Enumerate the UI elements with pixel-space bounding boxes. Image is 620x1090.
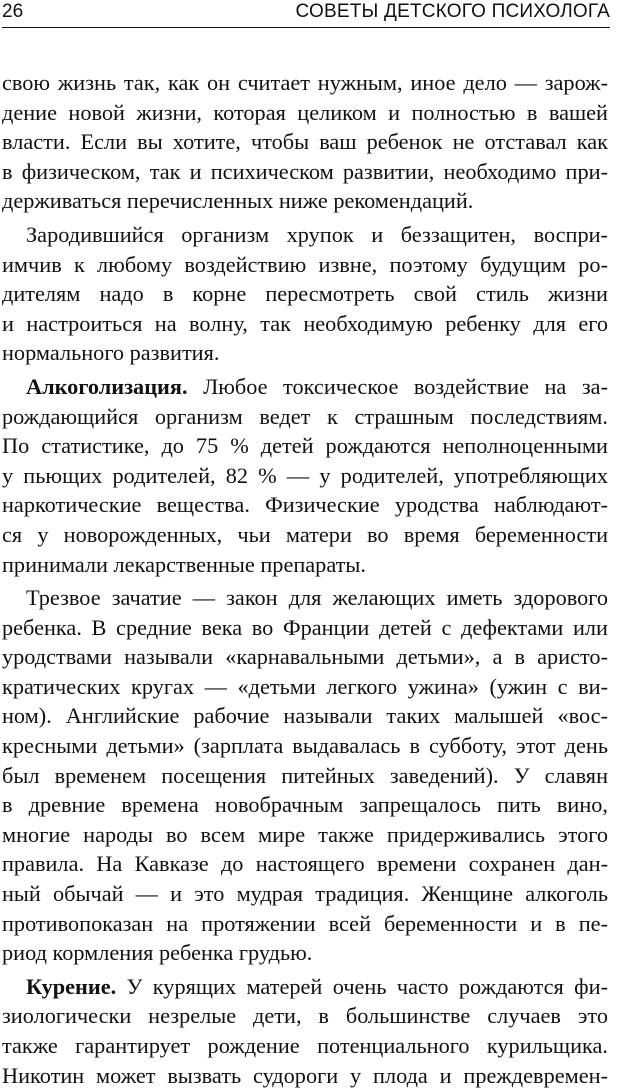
running-title: СОВЕТЫ ДЕТСКОГО ПСИХОЛОГА <box>295 1 610 22</box>
text-line: нормального развития. <box>2 340 220 366</box>
text-line: кресными детьми» (зарплата выдавалась в субботу, этот день <box>2 733 608 759</box>
page-number: 26 <box>2 1 24 22</box>
runin-heading-smoking: Курение. <box>26 973 117 999</box>
text-line: риод кормления ребенка грудью. <box>2 940 313 966</box>
text-line: рождающийся организм ведет к страшным последствиям. <box>2 403 608 429</box>
runin-heading-alcoholization: Алкоголизация. <box>26 373 188 399</box>
text-line <box>2 972 608 1002</box>
line-text: Любое токсическое воздействие на за- <box>187 373 608 399</box>
text-line: кратических кругах — «детьми легкого ужина» (ужин с ви- <box>2 673 608 699</box>
paragraph <box>2 220 608 368</box>
text-line: у пьющих родителей, 82 % — у родителей, употребляющих <box>2 462 608 488</box>
text-line: принимали лекарственные препараты. <box>2 551 366 577</box>
paragraph-smoking <box>2 972 608 1090</box>
text-line: ребенка. В средние века во Франции детей с дефектами или <box>2 614 608 640</box>
text-line: был временем посещения питейных заведений). У славян <box>2 762 608 788</box>
text-line: уродствами называли «карнавальными детьми», а в аристо- <box>2 644 608 670</box>
text-line: Трезвое зачатие — закон для желающих иметь здорового <box>26 585 608 611</box>
text-line <box>2 372 608 402</box>
text-line: зиологически незрелые дети, в большинстве случаев это <box>2 1003 608 1029</box>
text-line: По статистике, до 75 % детей рождаются неполноценными <box>2 433 608 459</box>
text-line: имчив к любому воздействию извне, поэтому будущим ро- <box>2 251 608 277</box>
text-line: ном). Английские рабочие называли таких малышей «вос- <box>2 703 608 729</box>
text-line: Зародившийся организм хрупок и беззащитен, воспри- <box>26 221 608 247</box>
text-line: в физическом, так и психическом развитии, необходимо при- <box>2 158 608 184</box>
text-line: ный обычай — и это мудрая традиция. Женщине алкоголь <box>2 881 608 907</box>
paragraph <box>2 583 608 968</box>
text-line: противопоказан на протяжении всей беременности и в пе- <box>2 910 608 936</box>
text-line: держиваться перечисленных ниже рекомендаций. <box>2 188 474 214</box>
text-line: наркотические вещества. Физические уродства наблюдают- <box>2 492 608 518</box>
text-line: правила. На Кавказе до настоящего времени сохранен дан- <box>2 851 608 877</box>
text-line: многие народы во всем мире также придерживались этого <box>2 821 608 847</box>
text-line: ся у новорожденных, чьи матери во время беременности <box>2 521 608 547</box>
text-line: также гарантирует рождение потенциального курильщика. <box>2 1033 608 1058</box>
text-line: власти. Если вы хотите, чтобы ваш ребенок не отставал как <box>2 129 608 155</box>
text-line: Никотин может вызвать судороги у плода и преждевремен- <box>2 1062 608 1088</box>
paragraph-continuation <box>2 68 608 216</box>
paragraph-alcoholization <box>2 372 608 579</box>
text-line: свою жизнь так, как он считает нужным, иное дело — зарож- <box>2 70 608 95</box>
text-line: в древние времена новобрачным запрещалось пить вино, <box>2 792 608 818</box>
running-head <box>2 0 610 30</box>
text-line: дение новой жизни, которая целиком и полностью в вашей <box>2 99 608 125</box>
body-text <box>2 68 608 1090</box>
text-line: и настроиться на волну, так необходимую ребенку для его <box>2 310 608 336</box>
line-text: У курящих матерей очень часто рождаются фи- <box>116 973 608 999</box>
header-rule <box>2 27 610 28</box>
text-line: дителям надо в корне пересмотреть свой стиль жизни <box>2 281 608 307</box>
